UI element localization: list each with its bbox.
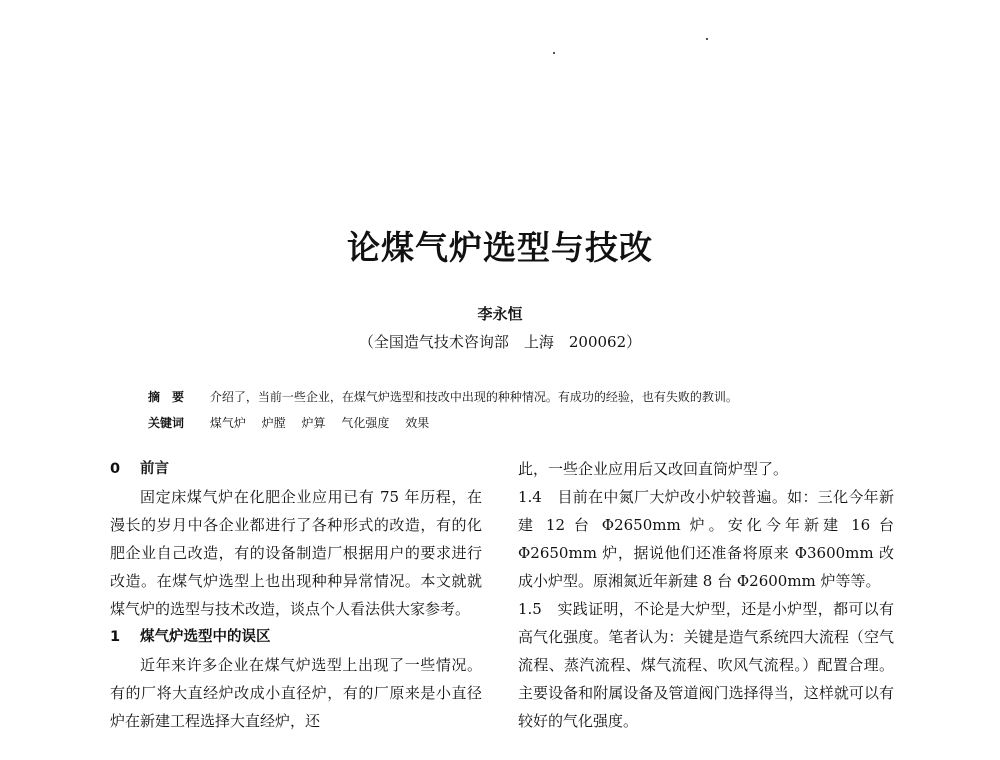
paragraph: 此，一些企业应用后又改回直筒炉型了。 — [518, 460, 789, 478]
abstract-block — [148, 384, 738, 436]
paper-title: 论煤气炉选型与技改 — [347, 228, 653, 267]
section-heading — [110, 455, 482, 483]
keyword: 效果 — [405, 416, 430, 430]
right-column — [518, 455, 894, 735]
section-number: 1 — [110, 629, 121, 645]
keyword: 气化强度 — [341, 416, 390, 430]
section-title: 煤气炉选型中的误区 — [140, 629, 271, 645]
section-heading — [110, 623, 482, 651]
scan-speck — [553, 52, 555, 54]
keywords-line — [148, 410, 738, 436]
abstract-label: 摘 要 — [148, 390, 185, 404]
keyword: 炉膛 — [261, 416, 286, 430]
author-affiliation: （全国造气技术咨询部 上海 200062） — [358, 333, 642, 351]
section-number: 0 — [110, 461, 121, 477]
abstract-line — [148, 384, 738, 410]
abstract-text: 介绍了，当前一些企业，在煤气炉选型和技改中出现的种种情况。有成功的经验，也有失败的教训。 — [209, 390, 738, 404]
keyword: 炉算 — [301, 416, 326, 430]
paragraph: 近年来许多企业在煤气炉选型上出现了一些情况。有的厂将大直经炉改成小直径炉，有的厂原来是小直径炉在新建工程选择大直经炉，还 — [110, 656, 482, 730]
scan-speck — [706, 38, 708, 40]
keywords-label: 关键词 — [148, 416, 185, 430]
keyword: 煤气炉 — [209, 416, 246, 430]
author-name: 李永恒 — [477, 305, 523, 323]
paragraph: 1.4 目前在中氮厂大炉改小炉较普遍。如：三化今年新建 12 台 Φ2650mm 炉。安化今年新建 16 台 Φ2650mm 炉，据说他们还准备将原来 Φ3600mm 改成小炉型。原湘氮近年新建 8 台 Φ2600mm 炉等等。 — [518, 488, 894, 590]
paragraph: 1.5 实践证明，不论是大炉型，还是小炉型，都可以有高气化强度。笔者认为：关键是造气系统四大流程（空气流程、蒸汽流程、煤气流程、吹风气流程。）配置合理。主要设备和附属设备及管道阀门选择得当，这样就可以有较好的气化强度。 — [518, 600, 894, 730]
section-title: 前言 — [140, 461, 169, 477]
paragraph: 固定床煤气炉在化肥企业应用已有 75 年历程，在漫长的岁月中各企业都进行了各种形式的改造，有的化肥企业自己改造，有的设备制造厂根据用户的要求进行改造。在煤气炉选型上也出现种种异常情况。本文就就煤气炉的选型与技术改造，谈点个人看法供大家参考。 — [110, 488, 482, 618]
left-column — [110, 455, 482, 735]
